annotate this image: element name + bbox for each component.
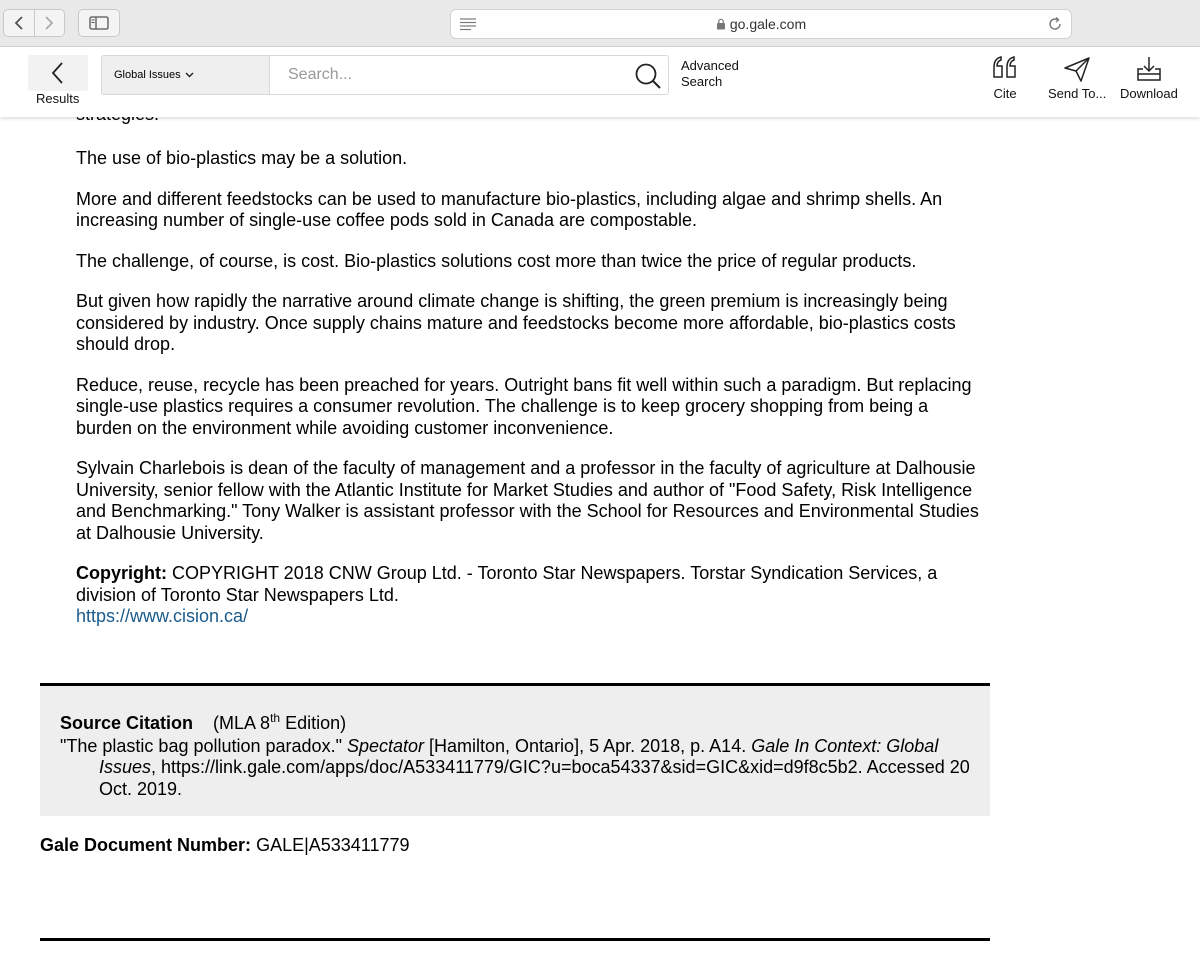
sidebar-icon (89, 16, 109, 30)
lock-icon (716, 18, 726, 30)
citation-url-access: , https://link.gale.com/apps/doc/A533411779/GIC?u=boca54337&sid=GIC&xid=d9f8c5b2. Accessed 20 Oct. 2019. (99, 757, 970, 799)
edition-suffix: Edition) (280, 713, 347, 733)
doc-number-label: Gale Document Number: (40, 835, 252, 855)
history-nav (3, 9, 65, 37)
article-paragraph: More and different feedstocks can be used to manufacture bio-plastics, including algae and shrimp shells. An increasing number of single-use coffee pods sold in Canada are compostable. (76, 188, 943, 230)
advanced-search-label-2: Search (681, 74, 723, 89)
quote-icon (990, 55, 1020, 83)
gale-toolbar (0, 47, 1200, 117)
back-to-results-button[interactable] (28, 55, 88, 91)
citation-edition (213, 713, 346, 733)
cite-button[interactable] (990, 55, 1020, 101)
search-input[interactable] (286, 65, 620, 85)
article-paragraph: Sylvain Charlebois is dean of the faculty of management and a professor in the faculty of agriculture at Dalhousie University, senior fellow with the Atlantic Institute for Market Studies and author of "Food Safety, Risk Intelligence and Benchmarking." Tony Walker is assistant professor with the School for Resources and Environmental Studies at Dalhousie University. (76, 458, 979, 543)
citation-heading: Source Citation (60, 713, 194, 733)
article-paragraph: The use of bio-plastics may be a solution. (76, 148, 408, 168)
sidebar-toggle-button[interactable] (78, 9, 120, 37)
citation-title: "The plastic bag pollution paradox." (60, 735, 342, 756)
search-box (269, 55, 669, 95)
edition-sup: th (270, 711, 281, 725)
reload-icon[interactable] (1047, 16, 1063, 32)
scope-label: Global Issues (114, 69, 181, 81)
send-to-label: Send To... (1048, 86, 1107, 101)
citation-database: Gale In Context: Global Issues (99, 735, 939, 777)
edition-prefix: (MLA 8 (213, 713, 271, 733)
article-body (76, 117, 986, 628)
bottom-divider (40, 938, 990, 941)
advanced-search-link[interactable] (681, 58, 751, 90)
advanced-search-label-1: Advanced (681, 58, 739, 73)
cite-label: Cite (993, 86, 1017, 101)
article-paragraph: Reduce, reuse, recycle has been preached for years. Outright bans fit well within such a paradigm. But replacing single-use plastics requires a consumer revolution. The challenge is to keep grocery shopping from being a burden on the environment while avoiding customer inconvenience. (76, 374, 972, 438)
search-icon[interactable] (634, 62, 662, 90)
address-bar[interactable] (450, 9, 1072, 39)
chevron-left-icon (13, 15, 25, 31)
citation-text (60, 736, 970, 801)
browser-forward-button[interactable] (34, 10, 65, 36)
source-citation (40, 686, 990, 816)
send-icon (1062, 55, 1092, 83)
results-label[interactable]: Results (36, 91, 80, 106)
send-to-button[interactable] (1048, 55, 1106, 101)
chevron-left-icon (50, 61, 66, 85)
gale-document-number (40, 835, 410, 856)
download-button[interactable] (1120, 55, 1178, 101)
copyright-label: Copyright: (76, 563, 167, 583)
article-paragraph: The challenge, of course, is cost. Bio-plastics solutions cost more than twice the price of regular products. (76, 250, 917, 271)
citation-publication: Spectator (346, 735, 425, 756)
copyright-notice (76, 563, 986, 628)
article-paragraph: But given how rapidly the narrative around climate change is shifting, the green premium is increasingly being considered by industry. Once supply chains mature and feedstocks become more affordable, bio-plastics costs should drop. (76, 291, 956, 354)
citation-details: [Hamilton, Ontario], 5 Apr. 2018, p. A14. (424, 735, 752, 756)
download-icon (1134, 55, 1164, 83)
doc-number-value: GALE|A533411779 (256, 835, 410, 855)
citation-heading-row (60, 708, 970, 735)
url-display (451, 10, 1071, 38)
search-scope-select[interactable] (101, 55, 269, 95)
browser-back-button[interactable] (4, 10, 34, 36)
chevron-down-icon (185, 72, 194, 78)
browser-toolbar (0, 0, 1200, 47)
download-label: Download (1120, 86, 1178, 101)
cision-link[interactable]: https://www.cision.ca/ (76, 606, 249, 626)
url-text: go.gale.com (729, 16, 807, 32)
copyright-text: COPYRIGHT 2018 CNW Group Ltd. - Toronto Star Newspapers. Torstar Syndication Services, a division of Toronto Star Newspapers Ltd. (76, 563, 938, 605)
chevron-right-icon (43, 15, 55, 31)
